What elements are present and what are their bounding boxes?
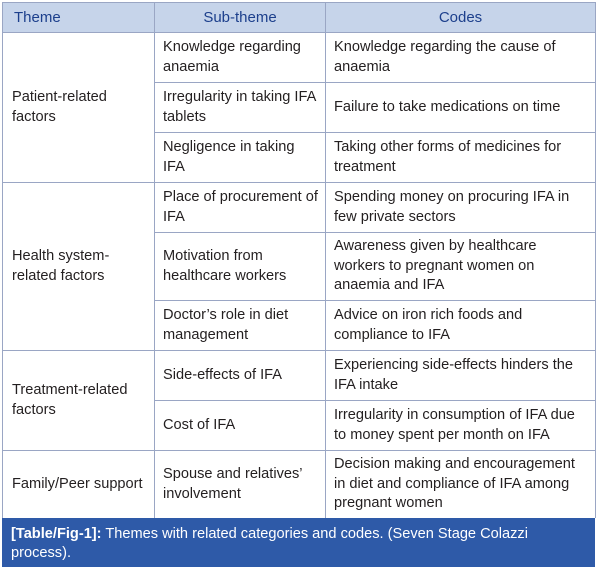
theme-cell: Family/Peer support xyxy=(3,451,155,519)
subtheme-cell: Place of procurement of IFA xyxy=(155,183,326,233)
code-cell: Failure to take medications on time xyxy=(326,83,596,133)
code-cell: Taking other forms of medicines for treatment xyxy=(326,133,596,183)
table-figure xyxy=(2,2,595,567)
theme-cell: Patient-related factors xyxy=(3,33,155,183)
subtheme-cell: Knowledge regarding anaemia xyxy=(155,33,326,83)
caption-text: Themes with related categories and codes. (Seven Stage Colazzi process). xyxy=(11,526,528,561)
subtheme-cell: Side-effects of IFA xyxy=(155,351,326,401)
subtheme-cell: Irregularity in taking IFA tablets xyxy=(155,83,326,133)
table-row xyxy=(3,451,596,519)
table-caption xyxy=(2,518,595,567)
themes-table xyxy=(2,2,596,518)
table-row xyxy=(3,183,596,233)
header-subtheme: Sub-theme xyxy=(155,3,326,33)
subtheme-cell: Cost of IFA xyxy=(155,401,326,451)
header-theme: Theme xyxy=(3,3,155,33)
subtheme-cell: Negligence in taking IFA xyxy=(155,133,326,183)
table-row xyxy=(3,33,596,83)
code-cell: Spending money on procuring IFA in few private sectors xyxy=(326,183,596,233)
subtheme-cell: Doctor’s role in diet management xyxy=(155,301,326,351)
subtheme-cell: Motivation from healthcare workers xyxy=(155,233,326,301)
header-row xyxy=(3,3,596,33)
table-row xyxy=(3,351,596,401)
code-cell: Decision making and encouragement in diet and compliance of IFA among pregnant women xyxy=(326,451,596,519)
code-cell: Experiencing side-effects hinders the IFA intake xyxy=(326,351,596,401)
caption-label: [Table/Fig-1]: xyxy=(11,526,102,542)
code-cell: Awareness given by healthcare workers to pregnant women on anaemia and IFA xyxy=(326,233,596,301)
code-cell: Knowledge regarding the cause of anaemia xyxy=(326,33,596,83)
subtheme-cell: Spouse and relatives’ involvement xyxy=(155,451,326,519)
header-codes: Codes xyxy=(326,3,596,33)
theme-cell: Treatment-related factors xyxy=(3,351,155,451)
code-cell: Advice on iron rich foods and compliance to IFA xyxy=(326,301,596,351)
theme-cell: Health system-related factors xyxy=(3,183,155,351)
code-cell: Irregularity in consumption of IFA due to money spent per month on IFA xyxy=(326,401,596,451)
